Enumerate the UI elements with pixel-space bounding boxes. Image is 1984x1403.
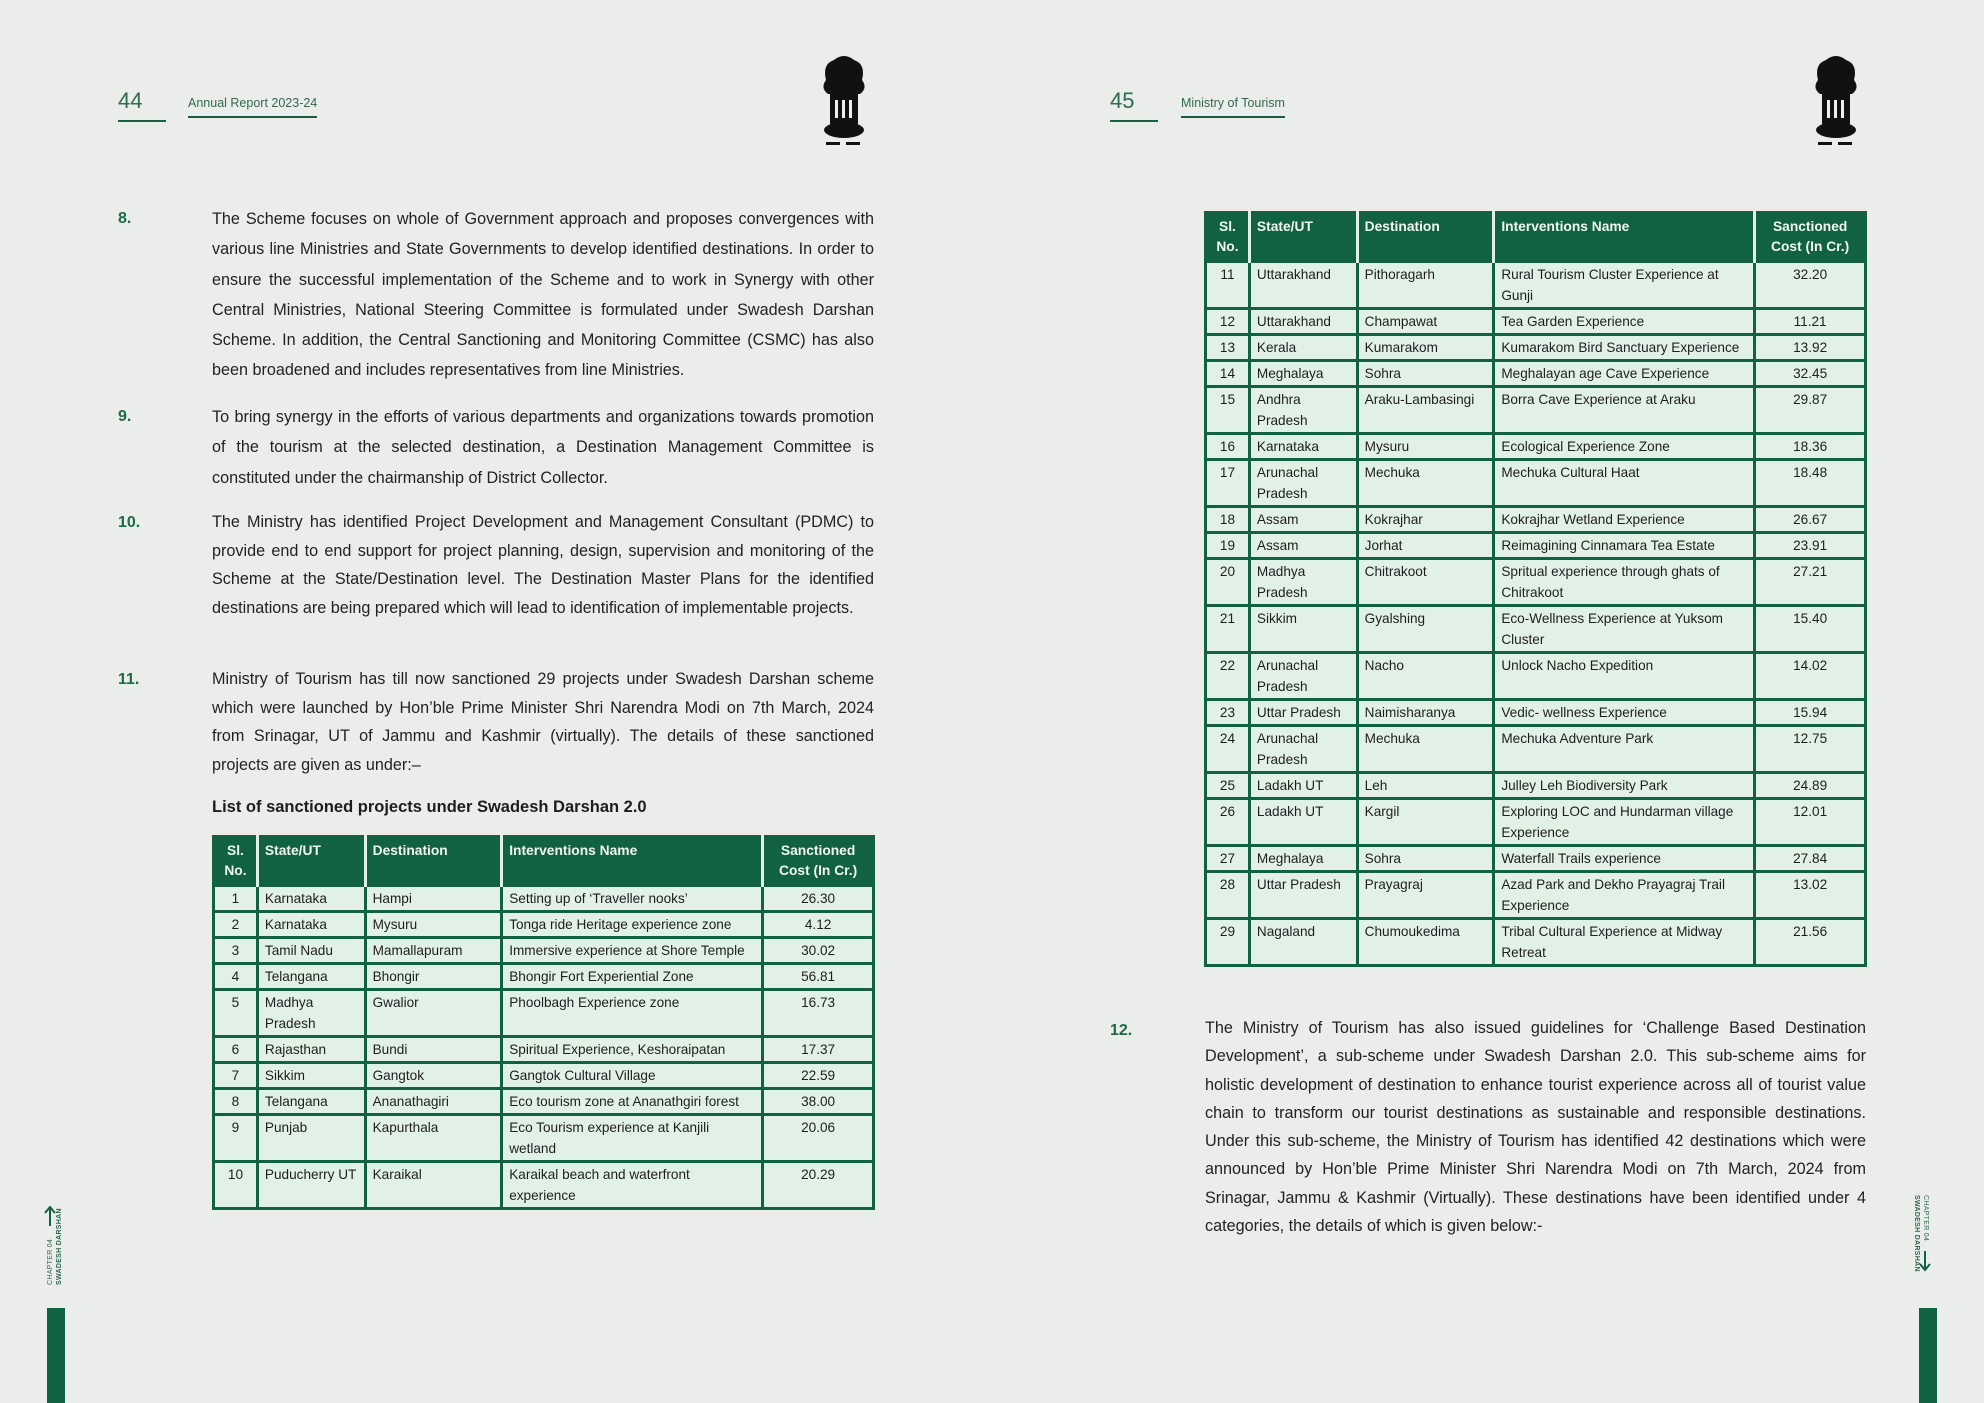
paragraph-number: 9. bbox=[118, 408, 132, 425]
cell-state: Ladakh UT bbox=[1249, 799, 1357, 846]
paragraph-10: The Ministry has identified Project Development and Management Consultant (PDMC) to provide end to end support for project planning, design, supervision and monitoring of the Scheme at the State/Destination level. The Destination Master Plans for the identified destinations are being prepared which will lead to identification of implementable projects. bbox=[212, 513, 874, 617]
cell-sl-no: 28 bbox=[1206, 872, 1250, 919]
cell-sl-no: 16 bbox=[1206, 434, 1250, 460]
cell-destination: Bundi bbox=[365, 1037, 502, 1063]
table-row bbox=[214, 912, 874, 938]
table-row bbox=[1206, 653, 1866, 700]
cell-intervention: Setting up of ‘Traveller nooks’ bbox=[502, 886, 763, 912]
cell-destination: Mamallapuram bbox=[365, 938, 502, 964]
table-row bbox=[1206, 846, 1866, 872]
cell-cost: 20.29 bbox=[763, 1162, 874, 1209]
cell-destination: Kokrajhar bbox=[1357, 507, 1494, 533]
chapter-side-bar bbox=[47, 1308, 65, 1403]
national-emblem-icon bbox=[1804, 50, 1868, 154]
table-row bbox=[1206, 309, 1866, 335]
cell-sl-no: 14 bbox=[1206, 361, 1250, 387]
table-row bbox=[214, 1063, 874, 1089]
cell-cost: 4.12 bbox=[763, 912, 874, 938]
cell-cost: 26.30 bbox=[763, 886, 874, 912]
cell-sl-no: 20 bbox=[1206, 559, 1250, 606]
cell-cost: 14.02 bbox=[1755, 653, 1866, 700]
cell-sl-no: 27 bbox=[1206, 846, 1250, 872]
cell-sl-no: 17 bbox=[1206, 460, 1250, 507]
table-row bbox=[1206, 872, 1866, 919]
header-interventions: Interventions Name bbox=[502, 837, 763, 886]
cell-state: Madhya Pradesh bbox=[257, 990, 365, 1037]
cell-intervention: Unlock Nacho Expedition bbox=[1494, 653, 1755, 700]
cell-sl-no: 9 bbox=[214, 1115, 258, 1162]
header-cost: Sanctioned Cost (In Cr.) bbox=[763, 837, 874, 886]
cell-destination: Gwalior bbox=[365, 990, 502, 1037]
cell-sl-no: 26 bbox=[1206, 799, 1250, 846]
header-destination: Destination bbox=[365, 837, 502, 886]
table-row bbox=[1206, 434, 1866, 460]
table-row bbox=[1206, 773, 1866, 799]
cell-cost: 12.75 bbox=[1755, 726, 1866, 773]
table-row bbox=[1206, 726, 1866, 773]
cell-state: Arunachal Pradesh bbox=[1249, 653, 1357, 700]
side-chapter-label: CHAPTER 04 SWADESH DARSHAN bbox=[1913, 1195, 1929, 1272]
cell-intervention: Mechuka Cultural Haat bbox=[1494, 460, 1755, 507]
cell-destination: Kargil bbox=[1357, 799, 1494, 846]
cell-destination: Chumoukedima bbox=[1357, 919, 1494, 966]
cell-destination: Ananathagiri bbox=[365, 1089, 502, 1115]
cell-intervention: Reimagining Cinnamara Tea Estate bbox=[1494, 533, 1755, 559]
cell-intervention: Gangtok Cultural Village bbox=[502, 1063, 763, 1089]
cell-destination: Kapurthala bbox=[365, 1115, 502, 1162]
cell-cost: 27.84 bbox=[1755, 846, 1866, 872]
cell-sl-no: 19 bbox=[1206, 533, 1250, 559]
cell-intervention: Immersive experience at Shore Temple bbox=[502, 938, 763, 964]
cell-state: Sikkim bbox=[257, 1063, 365, 1089]
table-row bbox=[1206, 919, 1866, 966]
table-row bbox=[214, 886, 874, 912]
header-interventions: Interventions Name bbox=[1494, 213, 1755, 262]
header-destination: Destination bbox=[1357, 213, 1494, 262]
table-row bbox=[1206, 606, 1866, 653]
cell-cost: 24.89 bbox=[1755, 773, 1866, 799]
cell-state: Rajasthan bbox=[257, 1037, 365, 1063]
cell-intervention: Tea Garden Experience bbox=[1494, 309, 1755, 335]
cell-state: Ladakh UT bbox=[1249, 773, 1357, 799]
cell-state: Assam bbox=[1249, 507, 1357, 533]
cell-state: Sikkim bbox=[1249, 606, 1357, 653]
table-row bbox=[1206, 507, 1866, 533]
table-row bbox=[1206, 700, 1866, 726]
cell-cost: 26.67 bbox=[1755, 507, 1866, 533]
right-page bbox=[992, 0, 1984, 1403]
cell-intervention: Eco tourism zone at Ananathgiri forest bbox=[502, 1089, 763, 1115]
cell-sl-no: 18 bbox=[1206, 507, 1250, 533]
cell-state: Uttar Pradesh bbox=[1249, 700, 1357, 726]
cell-destination: Nacho bbox=[1357, 653, 1494, 700]
cell-cost: 27.21 bbox=[1755, 559, 1866, 606]
cell-state: Karnataka bbox=[257, 886, 365, 912]
table-row bbox=[214, 1089, 874, 1115]
cell-intervention: Spiritual Experience, Keshoraipatan bbox=[502, 1037, 763, 1063]
cell-intervention: Bhongir Fort Experiential Zone bbox=[502, 964, 763, 990]
paragraph-11: Ministry of Tourism has till now sanctioned 29 projects under Swadesh Darshan scheme which were launched by Hon’ble Prime Minister Shri Narendra Modi on 7th March, 2024 from Srinagar, UT of Jammu and Kashmir (virtually). The details of these sanctioned projects are given as under:– bbox=[212, 670, 874, 774]
list-title: List of sanctioned projects under Swadesh Darshan 2.0 bbox=[212, 798, 647, 816]
cell-intervention: Eco Tourism experience at Kanjili wetland bbox=[502, 1115, 763, 1162]
cell-state: Madhya Pradesh bbox=[1249, 559, 1357, 606]
cell-cost: 22.59 bbox=[763, 1063, 874, 1089]
cell-cost: 16.73 bbox=[763, 990, 874, 1037]
table-row bbox=[214, 1115, 874, 1162]
cell-sl-no: 22 bbox=[1206, 653, 1250, 700]
cell-state: Assam bbox=[1249, 533, 1357, 559]
cell-sl-no: 1 bbox=[214, 886, 258, 912]
cell-intervention: Eco-Wellness Experience at Yuksom Cluster bbox=[1494, 606, 1755, 653]
cell-destination: Sohra bbox=[1357, 846, 1494, 872]
header-cost: Sanctioned Cost (In Cr.) bbox=[1755, 213, 1866, 262]
cell-intervention: Kokrajhar Wetland Experience bbox=[1494, 507, 1755, 533]
cell-sl-no: 6 bbox=[214, 1037, 258, 1063]
cell-destination: Naimisharanya bbox=[1357, 700, 1494, 726]
cell-state: Telangana bbox=[257, 964, 365, 990]
cell-cost: 18.48 bbox=[1755, 460, 1866, 507]
cell-destination: Kumarakom bbox=[1357, 335, 1494, 361]
cell-destination: Mechuka bbox=[1357, 460, 1494, 507]
cell-cost: 32.20 bbox=[1755, 262, 1866, 309]
table-header-row bbox=[1206, 213, 1866, 262]
cell-intervention: Borra Cave Experience at Araku bbox=[1494, 387, 1755, 434]
cell-cost: 32.45 bbox=[1755, 361, 1866, 387]
cell-state: Telangana bbox=[257, 1089, 365, 1115]
cell-cost: 13.02 bbox=[1755, 872, 1866, 919]
table-row bbox=[1206, 559, 1866, 606]
cell-cost: 56.81 bbox=[763, 964, 874, 990]
cell-intervention: Kumarakom Bird Sanctuary Experience bbox=[1494, 335, 1755, 361]
cell-state: Karnataka bbox=[257, 912, 365, 938]
cell-state: Uttarakhand bbox=[1249, 262, 1357, 309]
cell-cost: 17.37 bbox=[763, 1037, 874, 1063]
table-row bbox=[214, 1037, 874, 1063]
cell-cost: 12.01 bbox=[1755, 799, 1866, 846]
cell-intervention: Exploring LOC and Hundarman village Experience bbox=[1494, 799, 1755, 846]
cell-sl-no: 4 bbox=[214, 964, 258, 990]
table-row bbox=[1206, 361, 1866, 387]
cell-cost: 20.06 bbox=[763, 1115, 874, 1162]
table-row bbox=[1206, 460, 1866, 507]
cell-destination: Gyalshing bbox=[1357, 606, 1494, 653]
cell-state: Karnataka bbox=[1249, 434, 1357, 460]
cell-sl-no: 7 bbox=[214, 1063, 258, 1089]
cell-destination: Pithoragarh bbox=[1357, 262, 1494, 309]
cell-sl-no: 2 bbox=[214, 912, 258, 938]
cell-state: Uttarakhand bbox=[1249, 309, 1357, 335]
table-row bbox=[214, 990, 874, 1037]
cell-destination: Mechuka bbox=[1357, 726, 1494, 773]
arrow-down-icon bbox=[1919, 1250, 1931, 1272]
cell-intervention: Ecological Experience Zone bbox=[1494, 434, 1755, 460]
cell-sl-no: 15 bbox=[1206, 387, 1250, 434]
cell-intervention: Tonga ride Heritage experience zone bbox=[502, 912, 763, 938]
cell-destination: Champawat bbox=[1357, 309, 1494, 335]
cell-sl-no: 29 bbox=[1206, 919, 1250, 966]
side-chapter-label: CHAPTER 04 SWADESH DARSHAN bbox=[47, 1208, 63, 1285]
cell-destination: Jorhat bbox=[1357, 533, 1494, 559]
cell-cost: 11.21 bbox=[1755, 309, 1866, 335]
table-row bbox=[214, 1162, 874, 1209]
cell-state: Meghalaya bbox=[1249, 361, 1357, 387]
cell-cost: 15.94 bbox=[1755, 700, 1866, 726]
cell-sl-no: 10 bbox=[214, 1162, 258, 1209]
cell-sl-no: 23 bbox=[1206, 700, 1250, 726]
header-sl-no: Sl. No. bbox=[1206, 213, 1250, 262]
header-state: State/UT bbox=[257, 837, 365, 886]
cell-intervention: Vedic- wellness Experience bbox=[1494, 700, 1755, 726]
cell-cost: 15.40 bbox=[1755, 606, 1866, 653]
cell-intervention: Mechuka Adventure Park bbox=[1494, 726, 1755, 773]
table-row bbox=[214, 938, 874, 964]
table-row bbox=[1206, 799, 1866, 846]
chapter-side-bar bbox=[1919, 1308, 1937, 1403]
cell-sl-no: 25 bbox=[1206, 773, 1250, 799]
national-emblem-icon bbox=[812, 50, 876, 154]
cell-destination: Hampi bbox=[365, 886, 502, 912]
cell-intervention: Julley Leh Biodiversity Park bbox=[1494, 773, 1755, 799]
cell-intervention: Rural Tourism Cluster Experience at Gunji bbox=[1494, 262, 1755, 309]
page-number: 45 bbox=[1110, 88, 1158, 122]
cell-sl-no: 24 bbox=[1206, 726, 1250, 773]
table-row bbox=[1206, 387, 1866, 434]
cell-sl-no: 8 bbox=[214, 1089, 258, 1115]
cell-sl-no: 11 bbox=[1206, 262, 1250, 309]
cell-cost: 38.00 bbox=[763, 1089, 874, 1115]
page-number: 44 bbox=[118, 88, 166, 122]
cell-state: Meghalaya bbox=[1249, 846, 1357, 872]
cell-intervention: Phoolbagh Experience zone bbox=[502, 990, 763, 1037]
paragraph-12: The Ministry of Tourism has also issued guidelines for ‘Challenge Based Destination Development’, a sub-scheme under Swadesh Darshan 2.0. This sub-scheme aims for holistic development of destination to enhance tourist experience across all of tourist value chain to transform our tourist destinations as sustainable and responsible destinations. Under this sub-scheme, the Ministry of Tourism has identified 42 destinations which were announced by Hon’ble Prime Minister Shri Narendra Modi on 7th March, 2024 from Srinagar, Jammu & Kashmir (Virtually). These destinations have been identified under 4 categories, the details of which is given below:- bbox=[1205, 1019, 1866, 1236]
paragraph-number: 8. bbox=[118, 210, 132, 227]
cell-destination: Bhongir bbox=[365, 964, 502, 990]
cell-intervention: Spritual experience through ghats of Chitrakoot bbox=[1494, 559, 1755, 606]
cell-intervention: Karaikal beach and waterfront experience bbox=[502, 1162, 763, 1209]
cell-intervention: Meghalayan age Cave Experience bbox=[1494, 361, 1755, 387]
cell-state: Arunachal Pradesh bbox=[1249, 726, 1357, 773]
cell-destination: Gangtok bbox=[365, 1063, 502, 1089]
cell-sl-no: 5 bbox=[214, 990, 258, 1037]
cell-sl-no: 13 bbox=[1206, 335, 1250, 361]
cell-intervention: Waterfall Trails experience bbox=[1494, 846, 1755, 872]
table-row bbox=[1206, 533, 1866, 559]
paragraph-number: 11. bbox=[118, 671, 140, 688]
cell-cost: 21.56 bbox=[1755, 919, 1866, 966]
cell-destination: Araku-Lambasingi bbox=[1357, 387, 1494, 434]
cell-sl-no: 3 bbox=[214, 938, 258, 964]
paragraph-8: The Scheme focuses on whole of Government approach and proposes convergences with various line Ministries and State Governments to develop identified destinations. In order to ensure the successful implementation of the Scheme and to work in Synergy with other Central Ministries, National Steering Committee is formulated under Swadesh Darshan Scheme. In addition, the Central Sanctioning and Monitoring Committee (CSMC) has also been broadened and includes representatives from line Ministries. bbox=[212, 210, 874, 380]
cell-state: Nagaland bbox=[1249, 919, 1357, 966]
cell-destination: Chitrakoot bbox=[1357, 559, 1494, 606]
cell-state: Arunachal Pradesh bbox=[1249, 460, 1357, 507]
cell-cost: 18.36 bbox=[1755, 434, 1866, 460]
cell-state: Punjab bbox=[257, 1115, 365, 1162]
projects-table-right bbox=[1204, 211, 1867, 967]
table-row bbox=[1206, 262, 1866, 309]
header-sl-no: Sl. No. bbox=[214, 837, 258, 886]
arrow-up-icon bbox=[44, 1205, 56, 1227]
cell-state: Tamil Nadu bbox=[257, 938, 365, 964]
paragraph-9: To bring synergy in the efforts of various departments and organizations towards promotion of the tourism at the selected destination, a Destination Management Committee is constituted under the chairmanship of District Collector. bbox=[212, 408, 874, 487]
cell-sl-no: 12 bbox=[1206, 309, 1250, 335]
cell-intervention: Azad Park and Dekho Prayagraj Trail Experience bbox=[1494, 872, 1755, 919]
cell-destination: Prayagraj bbox=[1357, 872, 1494, 919]
cell-cost: 29.87 bbox=[1755, 387, 1866, 434]
cell-state: Andhra Pradesh bbox=[1249, 387, 1357, 434]
cell-destination: Karaikal bbox=[365, 1162, 502, 1209]
table-row bbox=[214, 964, 874, 990]
cell-cost: 30.02 bbox=[763, 938, 874, 964]
cell-cost: 13.92 bbox=[1755, 335, 1866, 361]
cell-destination: Mysuru bbox=[1357, 434, 1494, 460]
cell-cost: 23.91 bbox=[1755, 533, 1866, 559]
table-row bbox=[1206, 335, 1866, 361]
cell-state: Uttar Pradesh bbox=[1249, 872, 1357, 919]
running-title: Annual Report 2023-24 bbox=[188, 96, 317, 118]
cell-sl-no: 21 bbox=[1206, 606, 1250, 653]
cell-destination: Mysuru bbox=[365, 912, 502, 938]
cell-destination: Leh bbox=[1357, 773, 1494, 799]
header-state: State/UT bbox=[1249, 213, 1357, 262]
paragraph-number: 10. bbox=[118, 514, 141, 531]
paragraph-number: 12. bbox=[1110, 1022, 1133, 1039]
running-title: Ministry of Tourism bbox=[1181, 96, 1285, 118]
projects-table-left bbox=[212, 835, 875, 1210]
cell-intervention: Tribal Cultural Experience at Midway Retreat bbox=[1494, 919, 1755, 966]
cell-destination: Sohra bbox=[1357, 361, 1494, 387]
table-header-row bbox=[214, 837, 874, 886]
cell-state: Kerala bbox=[1249, 335, 1357, 361]
cell-state: Puducherry UT bbox=[257, 1162, 365, 1209]
